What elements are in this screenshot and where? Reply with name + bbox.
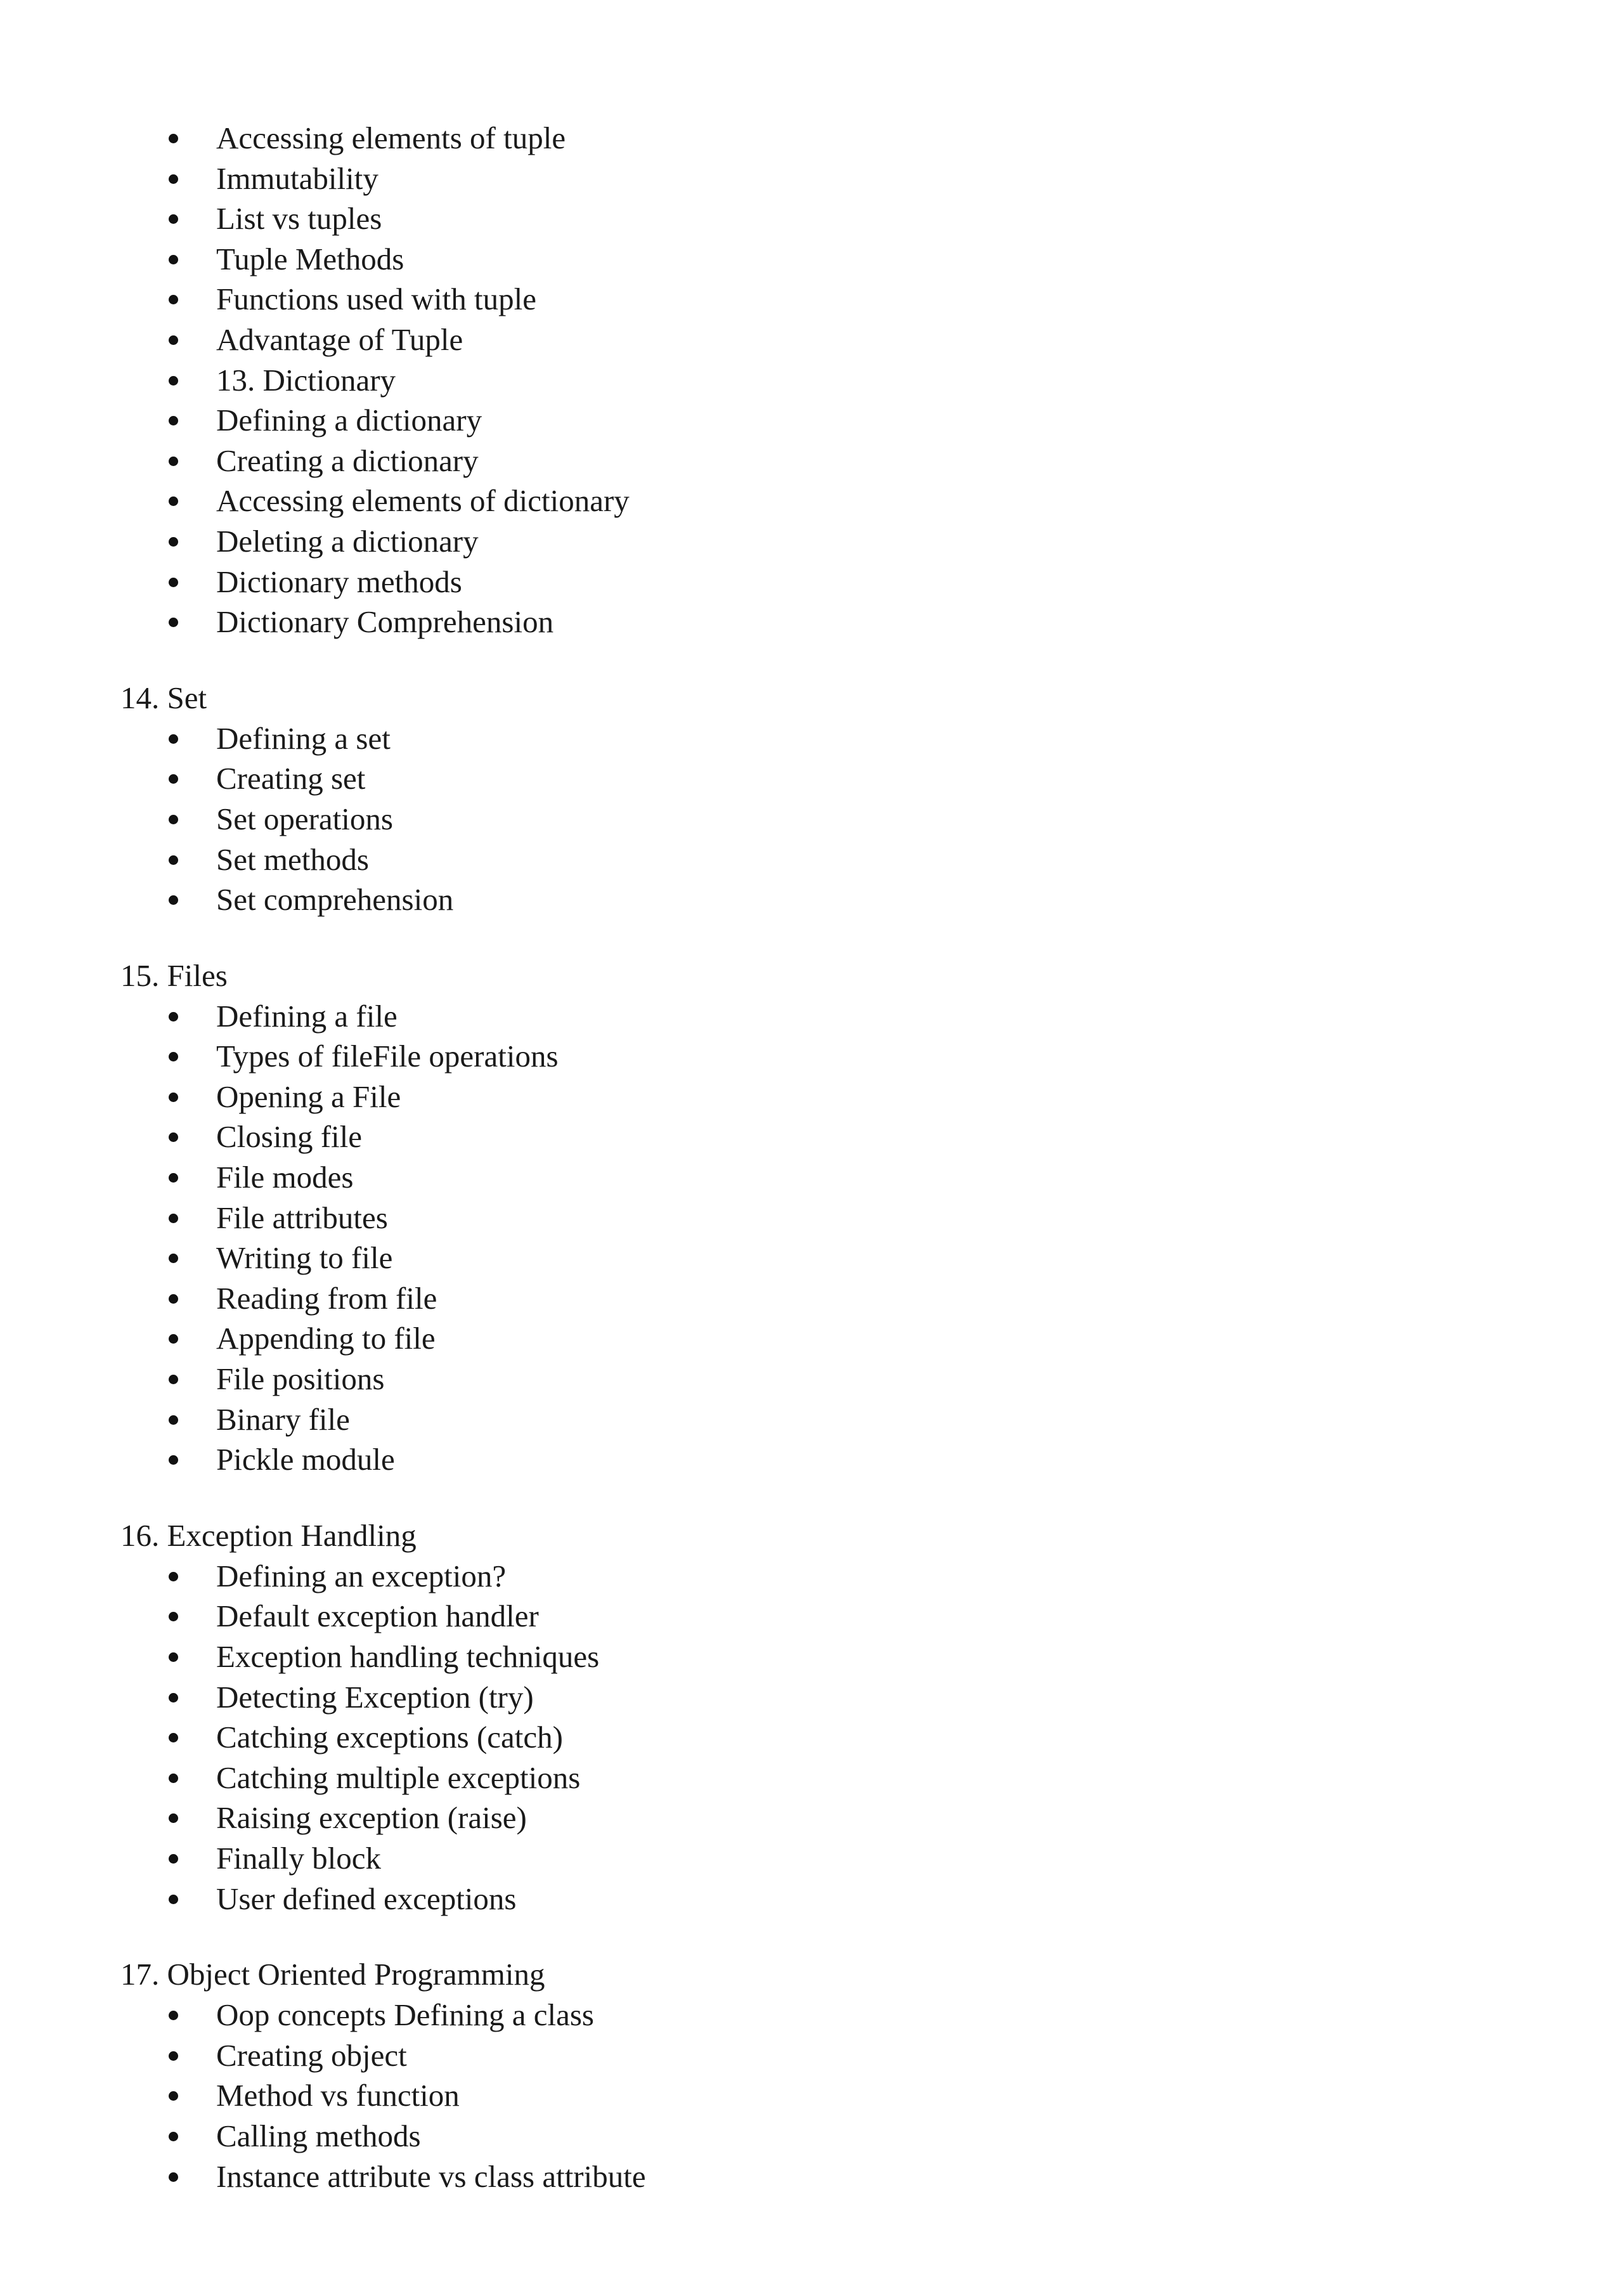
list-item <box>120 279 1452 320</box>
bullet-icon <box>169 1733 178 1742</box>
list-item <box>120 1798 1452 1838</box>
list-item-text: Functions used with tuple <box>216 282 536 317</box>
list-item-text: Closing file <box>216 1119 363 1155</box>
list-item <box>120 1036 1452 1077</box>
bullet-icon <box>169 1854 178 1864</box>
bullet-icon <box>169 496 178 506</box>
bullet-icon <box>169 2172 178 2182</box>
bullet-icon <box>169 255 178 264</box>
bullet-icon <box>169 1612 178 1621</box>
list-item <box>120 481 1452 521</box>
list-item <box>120 1556 1452 1597</box>
list-item <box>120 1318 1452 1359</box>
bullet-icon <box>169 1415 178 1425</box>
section-bullet-list <box>120 996 1452 1480</box>
list-item <box>120 400 1452 441</box>
list-item-text: Creating object <box>216 2037 407 2073</box>
list-item <box>120 1995 1452 2035</box>
list-item-text: Creating a dictionary <box>216 443 479 478</box>
bullet-icon <box>169 1334 178 1344</box>
list-item-text: Dictionary Comprehension <box>216 604 554 640</box>
list-item-text: Dictionary methods <box>216 564 462 599</box>
list-item <box>120 996 1452 1037</box>
list-item-text: List vs tuples <box>216 201 382 237</box>
list-item-text: Accessing elements of tuple <box>216 120 566 155</box>
list-item <box>120 758 1452 799</box>
list-item <box>120 2116 1452 2157</box>
list-item <box>120 1717 1452 1758</box>
bullet-icon <box>169 1455 178 1465</box>
section-spacer <box>120 642 1452 678</box>
bullet-icon <box>169 2051 178 2061</box>
section-spacer <box>120 1480 1452 1515</box>
list-item-text: Accessing elements of dictionary <box>216 483 630 519</box>
bullet-icon <box>169 1132 178 1142</box>
list-item <box>120 239 1452 280</box>
bullet-icon <box>169 134 178 143</box>
list-item-text: Writing to file <box>216 1240 393 1276</box>
list-item <box>120 1359 1452 1399</box>
bullet-icon <box>169 1093 178 1102</box>
bullet-icon <box>169 2091 178 2101</box>
bullet-icon <box>169 1254 178 1263</box>
section-object-oriented-programming <box>120 1954 1452 2196</box>
list-item-text: Method vs function <box>216 2078 460 2113</box>
list-item-text: Binary file <box>216 1401 350 1437</box>
bullet-icon <box>169 815 178 824</box>
section-bullet-list <box>120 1995 1452 2196</box>
list-item <box>120 879 1452 920</box>
list-item <box>120 1838 1452 1879</box>
list-item-text: User defined exceptions <box>216 1881 517 1916</box>
list-item-text: Pickle module <box>216 1442 395 1477</box>
bullet-icon <box>169 774 178 784</box>
list-item-text: Appending to file <box>216 1321 436 1356</box>
section-files <box>120 956 1452 1480</box>
list-item <box>120 1758 1452 1798</box>
list-item-text: Defining a set <box>216 720 391 756</box>
bullet-icon <box>169 537 178 547</box>
list-item-text: Advantage of Tuple <box>216 321 463 357</box>
section-spacer <box>120 1919 1452 1954</box>
bullet-icon <box>169 2011 178 2020</box>
bullet-icon <box>169 174 178 184</box>
list-item <box>120 2075 1452 2116</box>
section-heading: 17. Object Oriented Programming <box>120 1957 545 1992</box>
bullet-icon <box>169 578 178 587</box>
list-item-text: Defining an exception? <box>216 1558 507 1593</box>
list-item-text: Set comprehension <box>216 882 454 918</box>
bullet-icon <box>169 895 178 905</box>
list-item <box>120 1278 1452 1319</box>
list-item-text: Finally block <box>216 1840 381 1876</box>
bullet-icon <box>169 1652 178 1662</box>
intro-bullet-list <box>120 118 1452 642</box>
list-item <box>120 1596 1452 1637</box>
list-item-text: Raising exception (raise) <box>216 1800 527 1836</box>
list-item <box>120 1238 1452 1278</box>
bullet-icon <box>169 1214 178 1223</box>
list-item-text: File attributes <box>216 1200 388 1235</box>
bullet-icon <box>169 1572 178 1581</box>
list-item-text: Set operations <box>216 801 393 836</box>
list-item <box>120 602 1452 642</box>
section-spacer <box>120 920 1452 956</box>
list-item <box>120 521 1452 562</box>
list-item-text: Types of fileFile operations <box>216 1039 559 1074</box>
section-heading: 15. Files <box>120 957 228 993</box>
list-item-text: Instance attribute vs class attribute <box>216 2158 646 2194</box>
bullet-icon <box>169 295 178 304</box>
list-item-text: Opening a File <box>216 1079 401 1114</box>
list-item <box>120 1157 1452 1198</box>
list-item <box>120 2157 1452 2197</box>
section-bullet-list <box>120 718 1452 920</box>
section-exception-handling <box>120 1515 1452 1919</box>
list-item-text: Catching exceptions (catch) <box>216 1720 563 1755</box>
bullet-icon <box>169 618 178 627</box>
list-item <box>120 360 1452 401</box>
list-item <box>120 1879 1452 1919</box>
list-item <box>120 718 1452 759</box>
bullet-icon <box>169 1895 178 1904</box>
bullet-icon <box>169 2132 178 2141</box>
list-item <box>120 799 1452 840</box>
list-item-text: Creating set <box>216 761 366 796</box>
list-item-text: Tuple Methods <box>216 241 404 276</box>
list-item-text: Catching multiple exceptions <box>216 1760 581 1795</box>
list-item-text: Defining a file <box>216 998 398 1034</box>
list-item-text: Immutability <box>216 160 378 196</box>
list-item <box>120 1439 1452 1480</box>
list-item <box>120 1198 1452 1238</box>
bullet-icon <box>169 214 178 224</box>
bullet-icon <box>169 855 178 865</box>
list-item-text: Detecting Exception (try) <box>216 1679 534 1715</box>
list-item <box>120 2035 1452 2076</box>
list-item <box>120 118 1452 159</box>
bullet-icon <box>169 1012 178 1022</box>
bullet-icon <box>169 1774 178 1783</box>
bullet-icon <box>169 1813 178 1823</box>
list-item-text: Oop concepts Defining a class <box>216 1997 594 2033</box>
list-item-text: File modes <box>216 1160 354 1195</box>
bullet-icon <box>169 376 178 386</box>
bullet-icon <box>169 416 178 425</box>
bullet-icon <box>169 457 178 466</box>
bullet-icon <box>169 1294 178 1304</box>
list-item-text: 13. Dictionary <box>216 362 396 398</box>
list-item <box>120 840 1452 880</box>
list-item-text: Default exception handler <box>216 1599 539 1634</box>
list-item-text: Deleting a dictionary <box>216 523 479 559</box>
list-item <box>120 562 1452 602</box>
bullet-icon <box>169 1375 178 1384</box>
bullet-icon <box>169 734 178 744</box>
list-item <box>120 441 1452 481</box>
bullet-icon <box>169 1693 178 1703</box>
bullet-icon <box>169 1173 178 1183</box>
section-set <box>120 678 1452 920</box>
list-item-text: Defining a dictionary <box>216 403 482 438</box>
list-item-text: File positions <box>216 1361 385 1397</box>
list-item <box>120 1399 1452 1440</box>
list-item <box>120 1077 1452 1117</box>
list-item-text: Set methods <box>216 841 369 877</box>
list-item <box>120 198 1452 239</box>
list-item <box>120 1637 1452 1677</box>
list-item <box>120 320 1452 360</box>
list-item-text: Reading from file <box>216 1280 437 1316</box>
list-item-text: Exception handling techniques <box>216 1639 600 1674</box>
list-item <box>120 159 1452 199</box>
section-heading: 16. Exception Handling <box>120 1517 417 1553</box>
bullet-icon <box>169 1052 178 1061</box>
list-item <box>120 1677 1452 1718</box>
list-item-text: Calling methods <box>216 2118 421 2153</box>
list-item <box>120 1117 1452 1157</box>
document-content <box>120 118 1452 2196</box>
section-bullet-list <box>120 1556 1452 1919</box>
section-heading: 14. Set <box>120 680 207 715</box>
bullet-icon <box>169 335 178 345</box>
